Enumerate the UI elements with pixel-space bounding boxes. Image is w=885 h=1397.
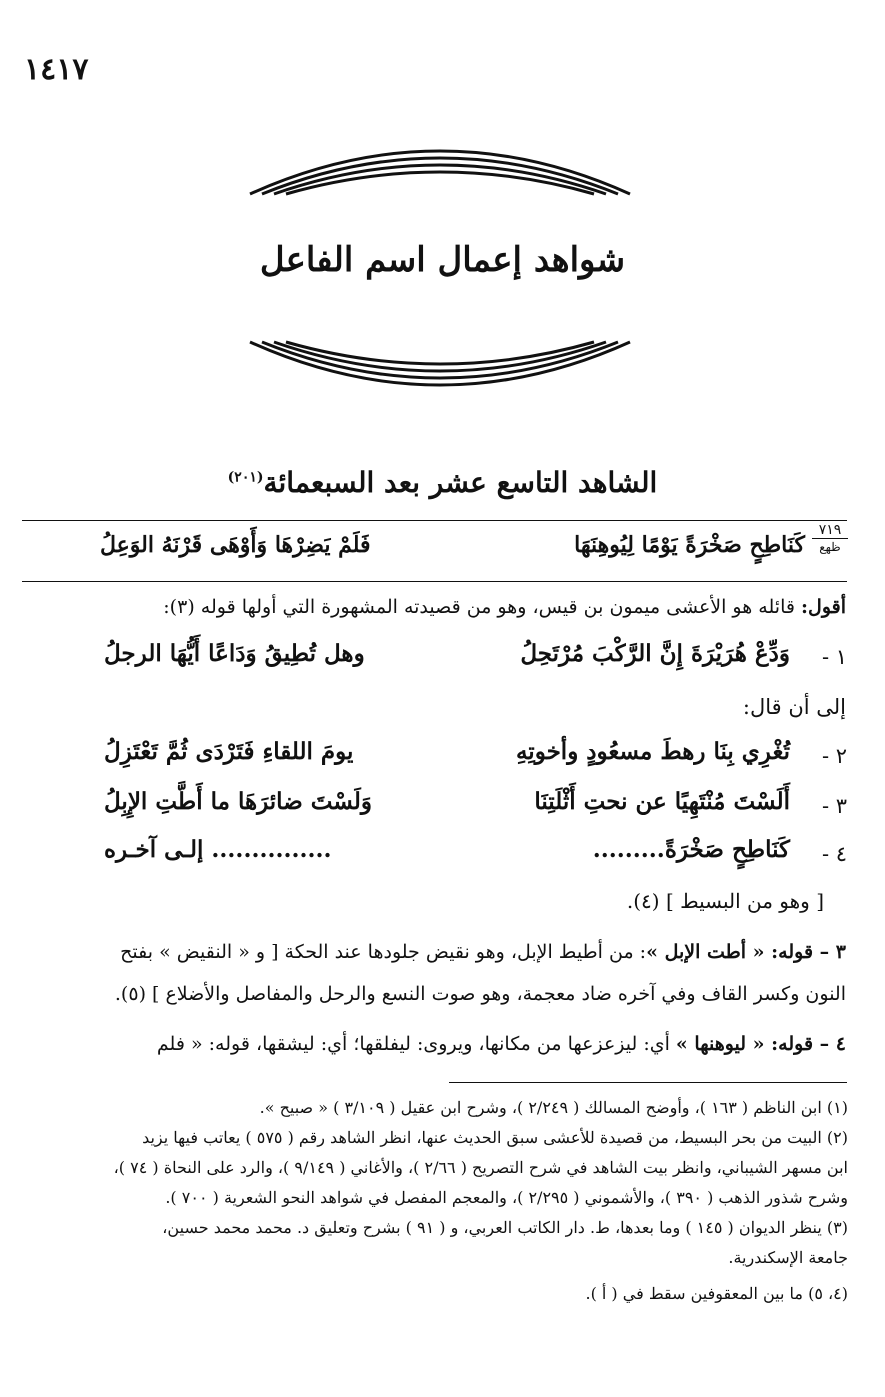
poem-line-2-first: تُغْرِي بِنَا رهطَ مسعُودٍ وأخوتِهِ	[515, 738, 790, 765]
verse-source-abbrev: ظهع	[819, 540, 841, 554]
verse-top-rule	[22, 520, 847, 521]
ornament-top-arcs	[240, 130, 640, 200]
ornament-bottom-arcs	[240, 336, 640, 406]
footnote-1: (١) ابن الناظم ( ١٦٣ )، وأوضح المسالك ( ٢/٢٤٩ )، وشرح ابن عقيل ( ٣/١٠٩ ) « صبيح ».	[259, 1098, 848, 1117]
commentary-1-text: : من أطيط الإبل، وهو نقيض جلودها عند الحكة [ و « النقيض » بفتح	[120, 941, 647, 963]
poem-line-1-number: ١ -	[821, 645, 847, 669]
page-number: ١٤١٧	[24, 52, 89, 87]
main-second-hemistich: فَلَمْ يَضِرْهَا وَأَوْهَى قَرْنَهُ الوَعِلُ	[100, 532, 371, 558]
poem-line-2-second: يومَ اللقاءِ فَتَرْدَى ثُمَّ تَعْتَزِلُ	[104, 738, 354, 765]
witness-title-text: الشاهد التاسع عشر بعد السبعمائة	[263, 466, 658, 499]
poem-line-1-first: وَدِّعْ هُرَيْرَةَ إِنَّ الرَّكْبَ مُرْتَحِلُ	[520, 640, 790, 667]
commentary-line-2	[24, 978, 846, 1010]
chapter-title: شواهد إعمال اسم الفاعل	[259, 240, 626, 280]
until-said: إلى أن قال:	[742, 695, 846, 719]
poem-line-2-number: ٢ -	[821, 744, 847, 768]
commentary-3-lead: ٤ – قوله: « ليوهنها »	[675, 1033, 846, 1055]
main-first-hemistich: كَنَاطِحٍ صَخْرَةً يَوْمًا لِيُوهِنَهَا	[574, 532, 805, 558]
footnote-3-line-2: جامعة الإسكندرية.	[728, 1248, 848, 1267]
commentary-3-text: أي: ليزعزعها من مكانها، ويروى: ليفلقها؛ أي: ليشقها، قوله: « فلم	[156, 1033, 676, 1055]
intro-lead: أقول:	[801, 596, 846, 618]
poem-line-1-second: وهل تُطِيقُ وَدَاعًا أَيُّهَا الرجلُ	[104, 640, 365, 667]
footnote-4-5: (٤، ٥) ما بين المعقوفين سقط في ( أ ).	[585, 1284, 848, 1303]
intro-paragraph	[24, 591, 846, 623]
commentary-2-text: النون وكسر القاف وفي آخره ضاد معجمة، وهو صوت النسع والرحل والمفاصل والأضلاع ] (٥).	[114, 983, 846, 1005]
poem-line-4-first: كَنَاطِحٍ صَخْرَةً.........	[592, 836, 790, 863]
commentary-line-3	[24, 1028, 846, 1060]
footnote-2-line-1: (٢) البيت من بحر البسيط، من قصيدة للأعشى سبق الحديث عنها، انظر الشاهد رقم ( ٥٧٥ ) يعاتب فيها يزيد	[142, 1128, 848, 1147]
poem-line-4-second: ............... إلـى آخـره	[104, 836, 332, 863]
poem-line-3-first: أَلَسْتَ مُنْتَهِيًا عن نحتِ أَثْلَتِنَا	[534, 788, 790, 815]
footnote-3-line-1: (٣) ينظر الديوان ( ١٤٥ ) وما بعدها، ط. دار الكاتب العربي، و ( ٩١ ) بشرح وتعليق د. محمد محمد حسين،	[162, 1218, 848, 1237]
witness-title	[0, 466, 885, 499]
poem-line-3-second: وَلَسْتَ ضائرَهَا ما أَطَّتِ الإِبِلُ	[104, 788, 372, 815]
footnote-separator	[449, 1082, 847, 1083]
commentary-1-lead: ٣ – قوله: « أطت الإبل »	[646, 941, 846, 963]
commentary-line-1	[24, 936, 846, 968]
poem-line-4-number: ٤ -	[821, 842, 847, 866]
verse-number	[812, 522, 848, 555]
witness-title-footnote-ref: (٢٠١)	[227, 469, 264, 486]
footnote-2-line-2: ابن مسهر الشيباني، وانظر بيت الشاهد في شرح التصريح ( ٢/٦٦ )، والأغاني ( ٩/١٤٩ )، والرد على النحاة ( ٧٤ )،	[113, 1158, 848, 1177]
verse-bottom-rule	[22, 581, 847, 582]
meter-note: [ وهو من البسيط ] (٤).	[626, 889, 824, 913]
verse-number-value: ٧١٩	[812, 522, 848, 539]
intro-text: قائله هو الأعشى ميمون بن قيس، وهو من قصيدته المشهورة التي أولها قوله (٣):	[163, 596, 801, 618]
poem-line-3-number: ٣ -	[821, 794, 847, 818]
footnote-2-line-3: وشرح شذور الذهب ( ٣٩٠ )، والأشموني ( ٢/٢٩٥ )، والمعجم المفصل في شواهد النحو الشعرية ( ٧٠٠ ).	[165, 1188, 848, 1207]
